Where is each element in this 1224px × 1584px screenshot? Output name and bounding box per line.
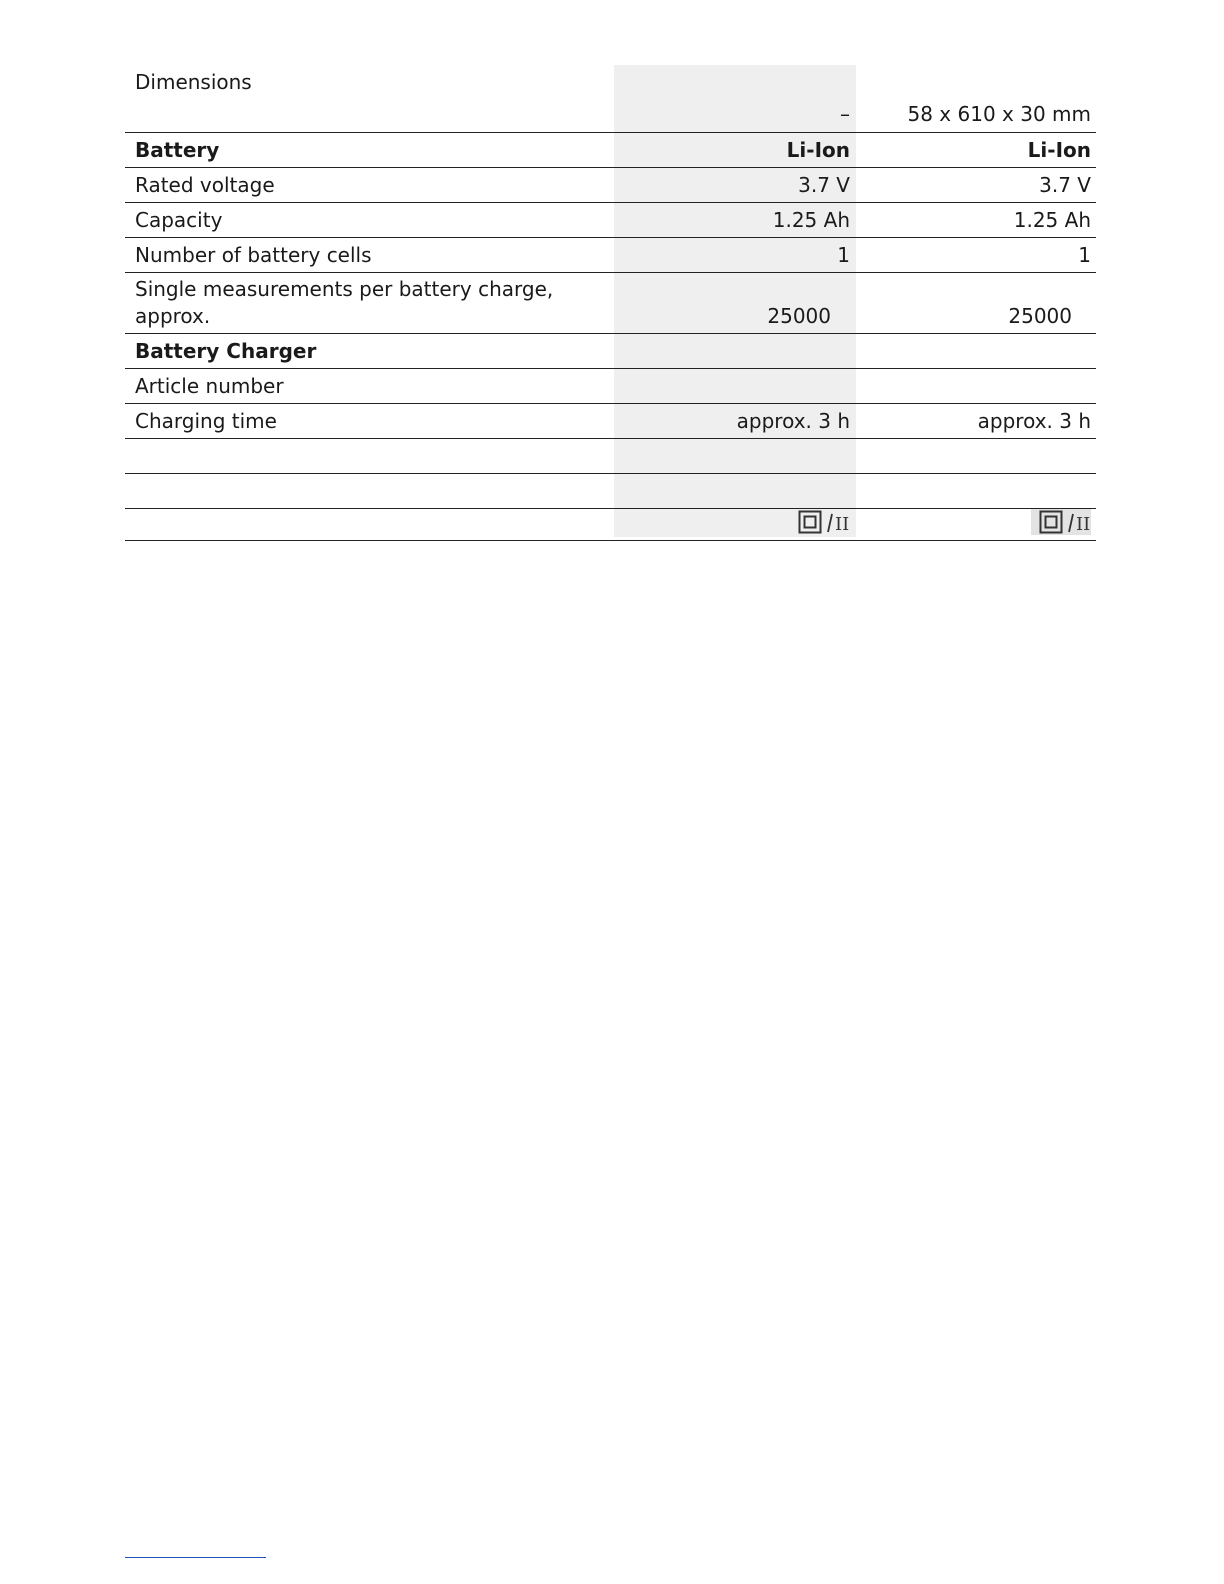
value-col1: approx. 3 h: [736, 409, 850, 433]
value-col2: 3.7 V: [1039, 173, 1091, 197]
row-empty-2: [125, 474, 1096, 509]
value-col2: 25000: [1008, 304, 1072, 328]
footnote-separator: [125, 1557, 266, 1558]
row-label: Battery: [135, 138, 220, 162]
value-col1: 3.7 V: [798, 173, 850, 197]
svg-text:II: II: [835, 514, 850, 535]
row-article-number: [125, 369, 1096, 404]
row-empty-1: [125, 439, 1096, 474]
row-label-line2: approx.: [135, 304, 211, 328]
row-label: Rated voltage: [135, 173, 275, 197]
row-single-measurements: [125, 273, 1096, 334]
row-protection-class: [125, 509, 1096, 541]
row-label: Number of battery cells: [135, 243, 372, 267]
protection-class-ii-icon: [1031, 509, 1091, 535]
row-label: Article number: [135, 374, 284, 398]
row-rated-voltage: [125, 168, 1096, 203]
spec-table: [125, 65, 1096, 541]
row-charging-time: [125, 404, 1096, 439]
row-battery-heading: [125, 133, 1096, 168]
value-col2: [855, 509, 1096, 540]
value-col1: [614, 509, 855, 540]
value-col2: approx. 3 h: [977, 409, 1091, 433]
value-col2: 58 x 610 x 30 mm: [907, 102, 1091, 126]
row-charger-heading: [125, 334, 1096, 369]
row-label: [125, 273, 614, 333]
row-label: Dimensions: [135, 70, 252, 94]
row-label-line1: Single measurements per battery charge,: [135, 277, 554, 301]
value-col1: 1.25 Ah: [772, 208, 850, 232]
row-label: Charging time: [135, 409, 277, 433]
row-label: Battery Charger: [135, 339, 317, 363]
value-col1: 25000: [767, 304, 831, 328]
protection-class-ii-icon: [798, 509, 850, 535]
row-dimensions: [125, 65, 1096, 133]
value-col2: Li-Ion: [1027, 138, 1091, 162]
value-col2: 1.25 Ah: [1013, 208, 1091, 232]
value-col1: –: [840, 102, 850, 126]
svg-text:II: II: [1076, 514, 1091, 535]
row-label: Capacity: [135, 208, 223, 232]
row-battery-cells: [125, 238, 1096, 273]
value-col1: Li-Ion: [786, 138, 850, 162]
row-capacity: [125, 203, 1096, 238]
value-col1: 1: [837, 243, 850, 267]
value-col2: 1: [1078, 243, 1091, 267]
